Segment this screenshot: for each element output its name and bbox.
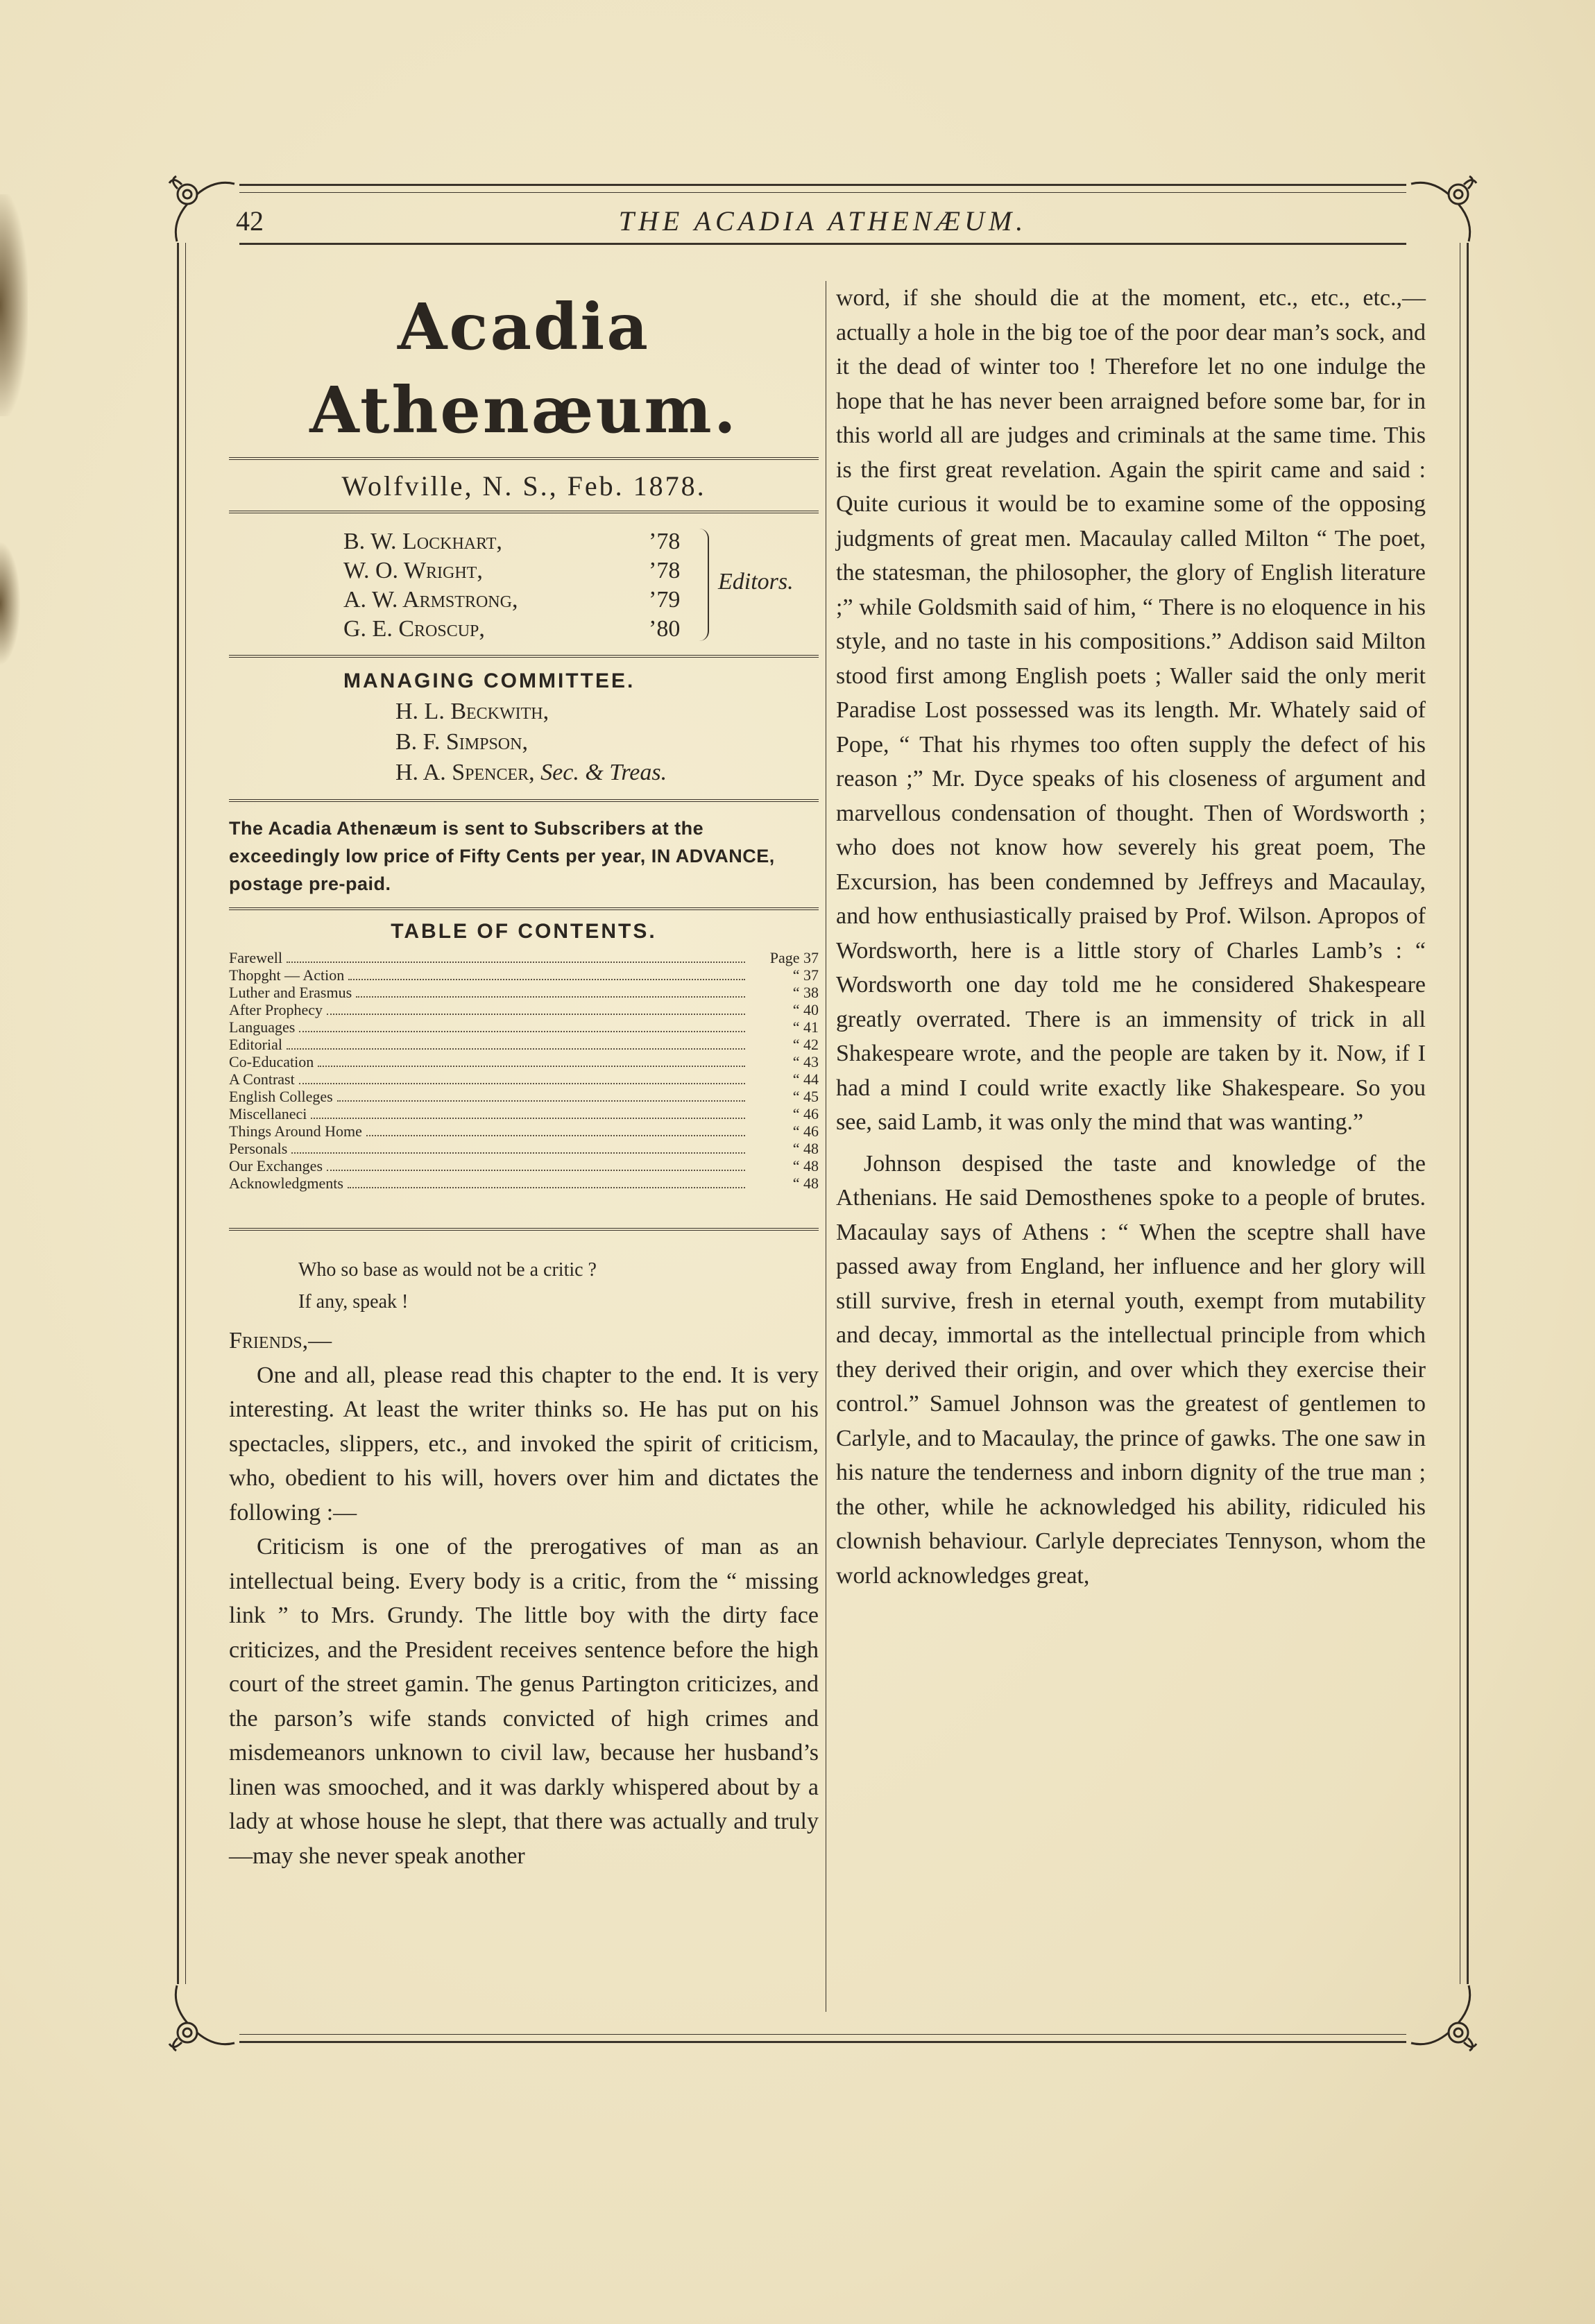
toc-row (229, 1157, 819, 1174)
toc-row (229, 1174, 819, 1192)
toc-leader (287, 1048, 745, 1050)
table-of-contents (229, 949, 819, 1192)
toc-rule (229, 1228, 819, 1231)
toc-row (229, 1140, 819, 1157)
toc-leader (327, 1170, 745, 1171)
toc-leader (356, 996, 745, 998)
toc-title: After Prophecy (229, 1001, 323, 1018)
toc-row (229, 1105, 819, 1122)
toc-page: “ 46 (792, 1122, 819, 1140)
toc-row (229, 1122, 819, 1140)
toc-page: “ 48 (792, 1157, 819, 1174)
masthead-title: Acadia Athenæum. (309, 289, 738, 447)
edge-stain (0, 541, 21, 666)
toc-title: Co-Education (229, 1053, 314, 1070)
right-column (836, 281, 1426, 2012)
toc-row (229, 1053, 819, 1070)
toc-leader (337, 1100, 745, 1102)
editors-role: Editors. (718, 569, 794, 595)
toc-row (229, 1001, 819, 1018)
toc-title: Our Exchanges (229, 1157, 323, 1174)
editors-brace (695, 529, 709, 641)
editor-name: B. W. Lockhart, (343, 529, 502, 554)
motto-line: Who so base as would not be a critic ? (298, 1259, 597, 1281)
toc-title: Miscellaneci (229, 1105, 307, 1122)
toc-title: Languages (229, 1018, 296, 1036)
editor-year: ’78 (649, 529, 681, 554)
editor-year: ’79 (649, 587, 681, 613)
dateline-rule (229, 511, 819, 513)
committee-members (229, 697, 819, 788)
toc-page: “ 45 (792, 1088, 819, 1105)
toc-row (229, 1036, 819, 1053)
toc-leader (299, 1083, 745, 1084)
toc-page: “ 41 (792, 1018, 819, 1036)
article-paragraph: Johnson despised the taste and knowledge of the Athenians. He said Demosthenes spoke to a people of brutes. Macaulay says of Athens : “ When the sceptre shall have passed away from England, her influence and her glory will still survive, fresh in eternal youth, exempt from mutability and decay, immortal as the intellectual principle from which they derived their origin, and over which they exercise their control.” Samuel Johnson was the greatest of gentlemen to Carlyle, and to Macaulay, the prince of gawks. The one saw in his nature the tenderness and inborn dignity of the true man ; the other, while he acknowledged his ability, ridiculed his clownish behaviour. Carlyle depreciates Tennyson, whom the world acknowledges great, (836, 1150, 1426, 1589)
running-header (170, 205, 1476, 239)
committee-member: B. F. Simpson, (395, 729, 528, 755)
toc-leader (318, 1066, 745, 1067)
editor-name: W. O. Wright, (343, 558, 483, 583)
toc-page: “ 40 (792, 1001, 819, 1018)
notice-rule (229, 907, 819, 910)
toc-page: “ 46 (792, 1105, 819, 1122)
motto-line: If any, speak ! (298, 1291, 409, 1313)
article-paragraph: Criticism is one of the prerogatives of man as an intellectual being. Every body is a critic, from the “ missing link ” to Mrs. Grundy. The little boy with the dirty face criticizes, and the President receives sentence before the high court of the street gamin. The genus Partington criticizes, and the parson’s wife stands convicted of high crimes and misdemeanors unknown to civil law, because her husband’s linen was smooched, and it was darkly whispered about by a lady at whose house he slept, that there was actually and truly—may she never speak another (229, 1534, 819, 1869)
left-column (229, 281, 819, 2012)
toc-page: “ 37 (792, 966, 819, 984)
toc-page: “ 48 (792, 1140, 819, 1157)
toc-leader (287, 962, 745, 963)
toc-row (229, 984, 819, 1001)
page-frame (170, 177, 1476, 2050)
header-rule (239, 243, 1406, 245)
toc-page: “ 44 (792, 1070, 819, 1088)
toc-page: Page 37 (769, 949, 819, 966)
committee-member-note: Sec. & Treas. (540, 760, 667, 785)
committee-member-row (395, 758, 819, 788)
toc-leader (366, 1135, 745, 1136)
frame-rule-right (1467, 243, 1469, 1984)
editors-rule (229, 655, 819, 658)
managing-committee (229, 666, 819, 788)
article-body-left (229, 1324, 819, 1873)
frame-rule-left (177, 243, 179, 1984)
toc-leader (311, 1118, 745, 1119)
toc-title: Editorial (229, 1036, 282, 1053)
toc-title: Acknowledgments (229, 1174, 343, 1192)
page-number: 42 (236, 205, 264, 237)
toc-row (229, 1018, 819, 1036)
committee-member: H. A. Spencer, (395, 760, 535, 785)
toc-page: “ 42 (792, 1036, 819, 1053)
toc-title: Farewell (229, 949, 282, 966)
toc-title: A Contrast (229, 1070, 295, 1088)
toc-title: Personals (229, 1140, 288, 1157)
toc-page: “ 43 (792, 1053, 819, 1070)
editor-name: G. E. Croscup, (343, 616, 485, 642)
toc-leader (348, 1187, 745, 1188)
committee-heading: MANAGING COMMITTEE. (343, 669, 636, 692)
frame-rule-top (239, 184, 1406, 186)
article-body-right (836, 281, 1426, 1593)
committee-member: H. L. Beckwith, (395, 699, 549, 724)
toc-page: “ 48 (792, 1174, 819, 1192)
motto (229, 1254, 819, 1318)
editor-names (343, 527, 518, 644)
editor-year: ’78 (649, 558, 681, 583)
subscription-notice: The Acadia Athenæum is sent to Subscribers at the exceedingly low price of Fifty Cents per year, IN ADVANCE, postage pre-paid. (229, 818, 775, 894)
toc-leader (327, 1014, 745, 1015)
article-paragraph: word, if she should die at the moment, etc., etc., etc.,—actually a hole in the big toe of the poor dear man’s sock, and it the dead of winter too ! Therefore let no one indulge the hope that he has never been arraigned before some bar, for in this world all are judges and criminals at the same time. This is the first great revelation. Again the spirit came and said : Quite curious it would be to examine some of the opposing judgments of great men. Macaulay called Milton “ The poet, the statesman, the philosopher, the glory of English literature ;” while Goldsmith said of him, “ There is no eloquence in his style, and no taste in his compositions.” Addison said Milton stood first among English poets ; Waller said the only merit Paradise Lost possessed was its length. Mr. Whately said of Pope, “ That his rhymes too often supply the defect of his reason ;” Mr. Dyce speaks of his closeness of argument and marvellous condensation of thought. Then of Wordsworth ; who does not know how severely his great poem, The Excursion, has been condemned by Jeffreys and Macaulay, and how enthusiastically praised by Prof. Wilson. Apropos of Wordsworth, here is a little story of Charles Lamb’s : “ Wordsworth one day told me he considered Shakespeare greatly overrated. There is an immensity of trick in all Shakespeare wrote, and the people are taken by it. Now, if I had a mind I could write exactly like Shakespeare. So you see, said Lamb, it was only the mind that was wanting.” (836, 285, 1426, 1135)
toc-title: Luther and Erasmus (229, 984, 352, 1001)
corner-ornament (167, 1984, 236, 2053)
editor-years (649, 527, 680, 644)
dateline: Wolfville, N. S., Feb. 1878. (341, 470, 706, 502)
toc-heading: TABLE OF CONTENTS. (391, 920, 657, 943)
toc-row (229, 1070, 819, 1088)
frame-rule-bottom (239, 2041, 1406, 2043)
frame-rule-bottom-inner (239, 2034, 1406, 2035)
toc-row (229, 1088, 819, 1105)
salutation: Friends,— (229, 1328, 332, 1353)
editor-year: ’80 (649, 616, 681, 642)
toc-title: Thopght — Action (229, 966, 345, 984)
toc-leader (348, 979, 745, 980)
edge-stain (0, 194, 28, 416)
editors-block (229, 527, 819, 645)
toc-title: English Colleges (229, 1088, 333, 1105)
frame-rule-left-inner (185, 243, 186, 1984)
toc-row (229, 949, 819, 966)
article-paragraph: One and all, please read this chapter to the end. It is very interesting. At least the writer thinks so. He has put on his spectacles, slippers, etc., and invoked the spirit of criticism, who, obedient to his will, hovers over him and dictates the following :— (229, 1362, 819, 1526)
toc-title: Things Around Home (229, 1122, 362, 1140)
toc-row (229, 966, 819, 984)
frame-rule-top-inner (239, 192, 1406, 193)
toc-page: “ 38 (792, 984, 819, 1001)
toc-leader (291, 1152, 745, 1154)
editor-name: A. W. Armstrong, (343, 587, 518, 613)
running-title: THE ACADIA ATHENÆUM. (618, 205, 1027, 237)
toc-leader (299, 1031, 745, 1032)
